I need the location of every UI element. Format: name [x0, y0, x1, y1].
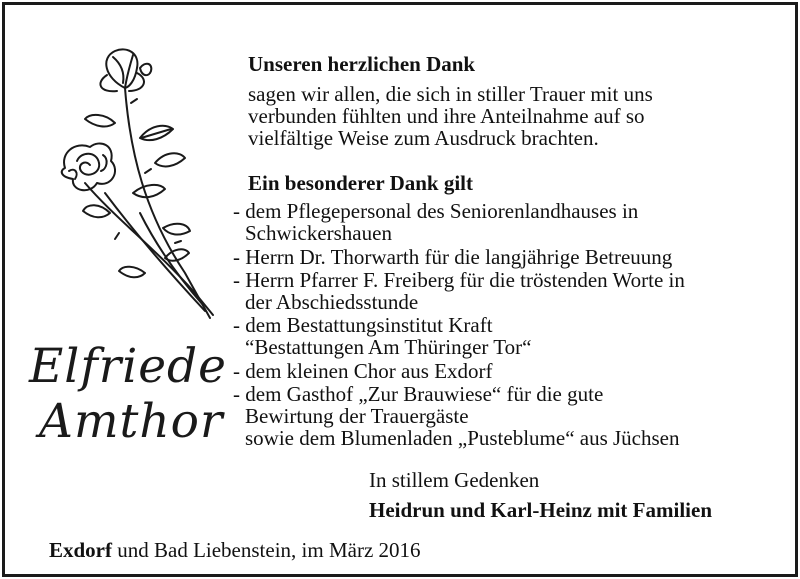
closing-memory: In stillem Gedenken: [369, 468, 540, 492]
name-first: Elfriede: [29, 339, 227, 394]
closing-family: Heidrun und Karl-Heinz mit Familien: [369, 498, 713, 522]
obituary-card: [2, 2, 798, 577]
special-line: der Abschiedsstunde: [245, 290, 419, 314]
thanks-line: vielfältige Weise zum Ausdruck brachten.: [248, 126, 599, 150]
special-line: - dem Gasthof „Zur Brauwiese“ für die gute: [233, 382, 604, 406]
footer-place-rest: und Bad Liebenstein, im März 2016: [112, 538, 421, 562]
special-line: Schwickershauen: [245, 221, 392, 245]
rose-icon: [45, 43, 220, 328]
footer-place-bold: Exdorf: [49, 538, 112, 562]
name-last: Amthor: [39, 394, 224, 449]
special-line: - Herrn Pfarrer F. Freiberg für die tröstenden Worte in: [233, 268, 685, 292]
special-line: “Bestattungen Am Thüringer Tor“: [245, 335, 532, 359]
special-line: - dem Pflegepersonal des Seniorenlandhauses in: [233, 199, 639, 223]
thanks-heading: Unseren herzlichen Dank: [248, 52, 476, 76]
special-line: sowie dem Blumenladen „Pusteblume“ aus Jüchsen: [245, 426, 680, 450]
special-line: - Herrn Dr. Thorwarth für die langjährige Betreuung: [233, 245, 673, 269]
thanks-line: sagen wir allen, die sich in stiller Trauer mit uns: [248, 82, 653, 106]
thanks-line: verbunden fühlten und ihre Anteilnahme auf so: [248, 104, 645, 128]
footer-place-date: [49, 538, 421, 563]
special-line: - dem kleinen Chor aus Exdorf: [233, 359, 493, 383]
special-line: - dem Bestattungsinstitut Kraft: [233, 313, 493, 337]
special-line: Bewirtung der Trauergäste: [245, 404, 469, 428]
special-heading: Ein besonderer Dank gilt: [248, 171, 474, 195]
